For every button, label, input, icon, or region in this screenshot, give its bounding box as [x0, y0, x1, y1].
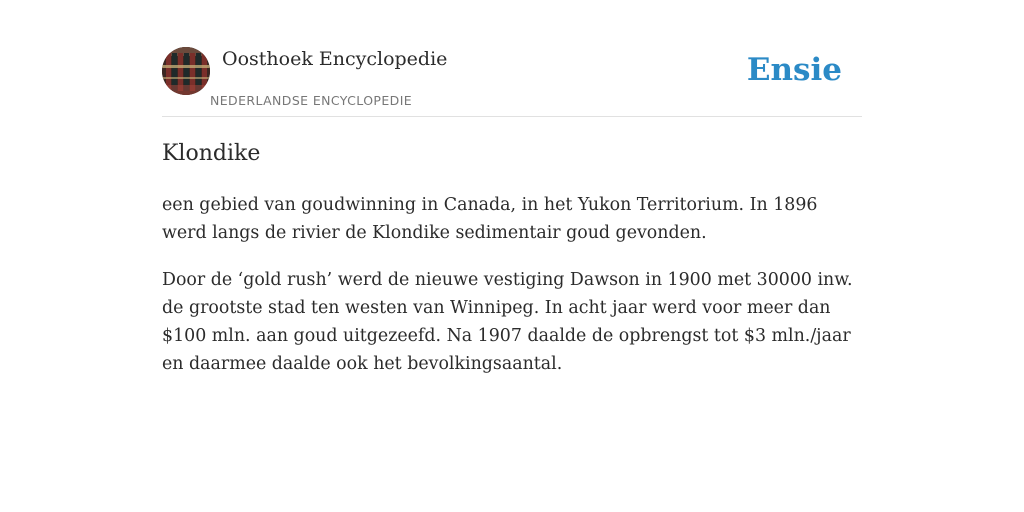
encyclopedia-books-icon[interactable]: [162, 47, 210, 95]
site-subtitle: NEDERLANDSE ENCYCLOPEDIE: [210, 93, 413, 108]
brand-logo[interactable]: Ensie: [746, 52, 842, 88]
header: [162, 46, 862, 117]
site-title[interactable]: Oosthoek Encyclopedie: [222, 48, 448, 70]
article: [162, 138, 862, 378]
article-title: Klondike: [162, 141, 261, 166]
article-paragraph: een gebied van goudwinning in Canada, in het Yukon Territorium. In 1896 werd langs de rivier de Klondike sedimentair goud gevonden.: [162, 195, 818, 243]
article-paragraph: Door de ‘gold rush’ werd de nieuwe vestiging Dawson in 1900 met 30000 inw. de grootste stad ten westen van Winnipeg. In acht jaar werd voor meer dan $100 mln. aan goud uitgezeefd. Na 1907 daalde de opbrengst tot $3 mln./jaar en daarmee daalde ook het bevolkingsaantal.: [162, 270, 853, 374]
